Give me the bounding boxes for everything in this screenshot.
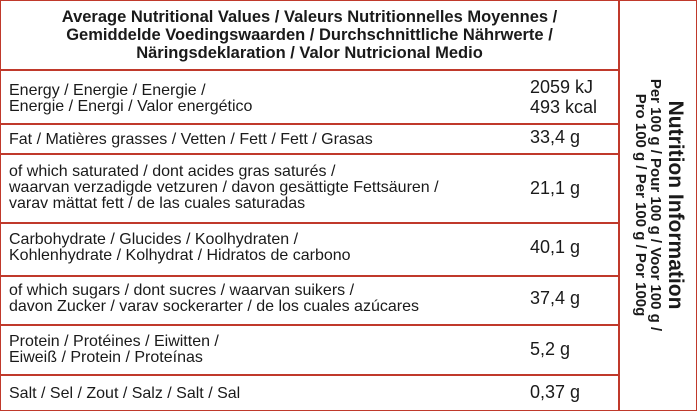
row-label: Fat / Matières grasses / Vetten / Fett / Fett / Grasas (9, 131, 373, 148)
row-label: of which sugars / dont sucres / waarvan suikers / (9, 282, 355, 299)
row-value: 40,1 g (530, 237, 581, 257)
side-subtitle: Pro 100 g / Per 100 g / Por 100g (632, 93, 649, 317)
row-salt (0, 376, 619, 410)
table-header (0, 0, 619, 70)
row-label: Energy / Energie / Energie / (9, 82, 206, 99)
row-value: 493 kcal (530, 97, 598, 117)
row-value: 2059 kJ (530, 77, 594, 97)
row-energy (0, 71, 619, 123)
header-line-3: Näringsdeklaration / Valor Nutricional Medio (136, 44, 483, 62)
side-panel (620, 0, 696, 411)
row-label: Salt / Sel / Zout / Salz / Salt / Sal (9, 385, 241, 402)
header-line-1: Average Nutritional Values / Valeurs Nutritionnelles Moyennes / (61, 8, 558, 26)
row-label: of which saturated / dont acides gras saturés / (9, 163, 336, 180)
row-value: 37,4 g (530, 288, 581, 308)
row-value: 0,37 g (530, 382, 581, 402)
row-protein (0, 326, 619, 374)
row-label: davon Zucker / varav sockerarter / de los cuales azúcares (9, 298, 419, 315)
row-label: Kohlenhydrate / Kolhydrat / Hidratos de carbono (9, 247, 351, 264)
row-value: 5,2 g (530, 339, 571, 359)
row-carbohydrate (0, 224, 619, 275)
row-label: Carbohydrate / Glucides / Koolhydraten / (9, 231, 299, 248)
row-fat (0, 125, 619, 153)
row-value: 21,1 g (530, 178, 581, 198)
row-label: Energie / Energi / Valor energético (9, 98, 253, 115)
row-sugars (0, 277, 619, 324)
row-value: 33,4 g (530, 127, 581, 147)
side-title: Nutrition Information (664, 100, 687, 310)
row-label: Eiweiß / Protein / Proteínas (9, 349, 203, 366)
row-label: Protein / Protéines / Eiwitten / (9, 333, 219, 350)
row-label: waarvan verzadigde vetzuren / davon gesättigte Fettsäuren / (9, 179, 439, 196)
row-label: varav mättat fett / de las cuales saturadas (9, 195, 306, 212)
header-line-2: Gemiddelde Voedingswaarden / Durchschnittliche Nährwerte / (66, 26, 553, 44)
side-subtitle: Per 100 g / Pour 100 g / Voor 100 g / (647, 78, 664, 332)
row-saturated (0, 155, 619, 222)
